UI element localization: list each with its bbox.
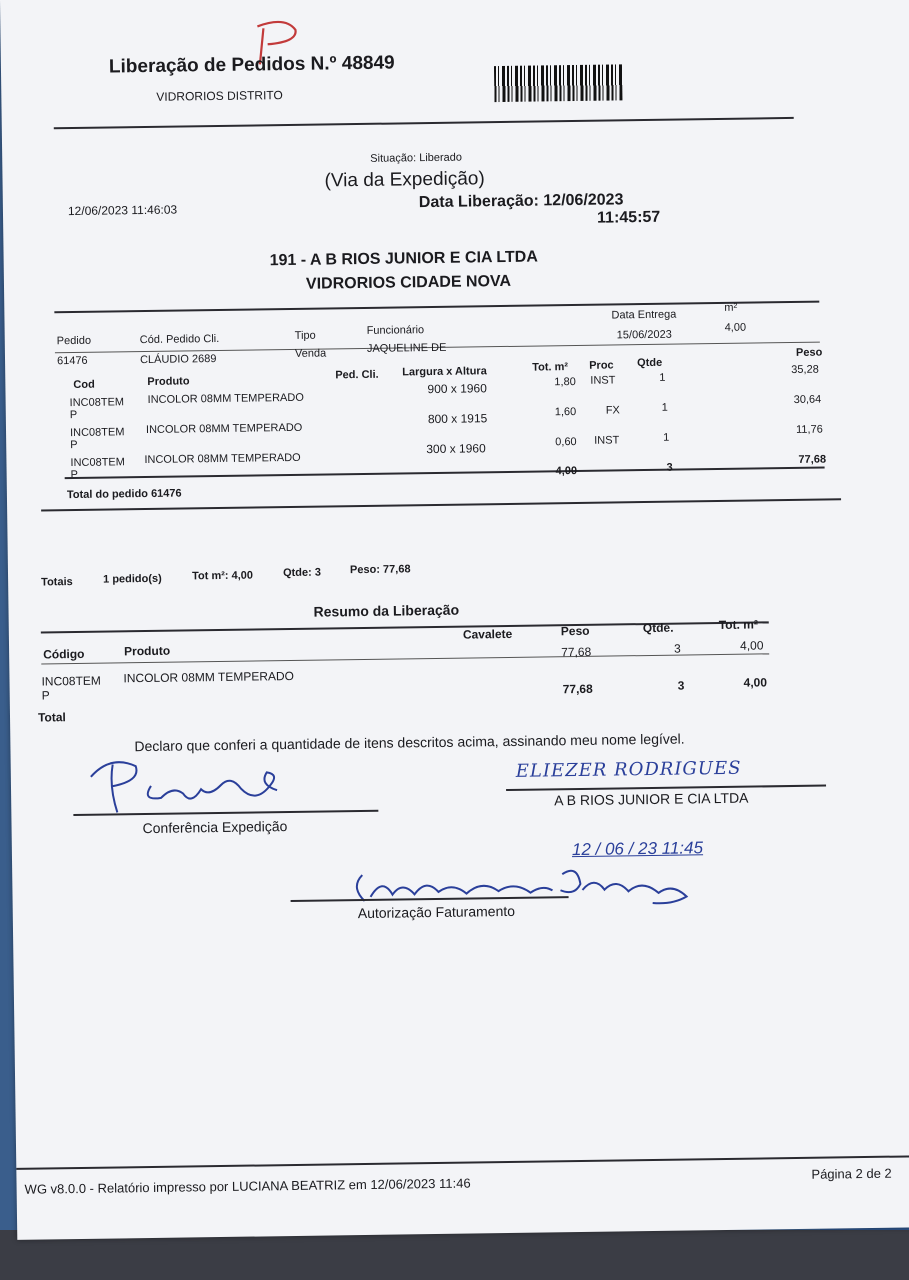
liberation-date: Data Liberação: 12/06/2023 (418, 191, 624, 212)
val-m2: 4,00 (724, 321, 747, 334)
cliente-label: A B RIOS JUNIOR E CIA LTDA (554, 789, 749, 809)
totals-pedidos: 1 pedido(s) (103, 572, 162, 586)
col-tipo: Tipo (294, 329, 316, 342)
company-name: VIDRORIOS DISTRITO (156, 88, 283, 104)
document-page: Liberação de Pedidos N.º 48849 VIDRORIOS DISTRITO Situação: Liberado (Via da Expedição) 12/06/2023 11:46:03 Data Liberação: 12/06/2023 11:45:57 191 - A B RIOS JUNIOR E CIA LTDA VIDRORIOS CIDADE NOVA Pedido Cód. Pedido Cli. Tipo Funcionário Data Entrega m² 61476 CLÁUDIO 2689 Venda JAQUELINE DE 15/06/2023 4,00 Cod Produto Ped. Cli. Largura x Altura Tot. m² Proc Qtde Peso INC08TEM P INCOLOR 08MM TEMPERADO 900 x 1960 1,80 INST 1 35,28 INC08TEM P INCOLOR 08MM TEMPERADO 800 x 1915 1,60 FX 1 30,64 INC08TEM P INCOLOR 08MM TEMPERADO 300 x 1960 0,60 INST 1 11,76 Total do pedido 61476 4,00 3 77,68 Totais 1 pedido(s) Tot m²: 4,00 Qtde: 3 Peso: 77,68 Resumo da Liberação Código Produto Cavalete Peso Qtde. Tot. m² INC08TEM P INCOLOR 08MM TEMPERADO 77,68 3 4,00 Total 77,68 3 4,00 Declaro que conferi a quantidade de itens descritos acima, assinando meu nome legível. Conferência Expedição ELIEZER RODRIGUES A B RIOS JUNIOR E CIA LTDA 12 / 06 / 23 11:45 Autorização Faturamento WG v8.0.0 - Relatório impresso por LUCIANA BEATRIZ em 12/06/2023 11:46 Página 2 de 2 (0, 0, 909, 1240)
resumo-col-produto: Produto (124, 643, 171, 659)
col-peso: Peso (795, 346, 823, 359)
col-cod-cli: Cód. Pedido Cli. (139, 332, 220, 347)
col-ped-cli: Ped. Cli. (335, 368, 379, 382)
barcode (494, 64, 622, 102)
totals-label: Totais (41, 576, 73, 589)
signature-conferencia (80, 744, 301, 817)
col-qtde: Qtde (637, 356, 663, 370)
signature-cliente: ELIEZER RODRIGUES (515, 757, 742, 782)
col-produto: Produto (147, 375, 190, 388)
resumo-col-peso: Peso (560, 623, 590, 639)
declaration-text: Declaro que conferi a quantidade de itens descritos acima, assinando meu nome legível. (134, 730, 685, 755)
col-tot: Tot. m² (532, 361, 569, 374)
via-label: (Via da Expedição) (324, 168, 485, 192)
resumo-title: Resumo da Liberação (313, 601, 460, 620)
col-cod: Cod (73, 378, 95, 392)
val-pedido: 61476 (56, 354, 88, 368)
resumo-total-qtde: 3 (677, 678, 685, 693)
resumo-col-qtde: Qtde. (642, 620, 674, 636)
handwritten-date: 12 / 06 / 23 11:45 (571, 838, 704, 860)
order-total-qtde: 3 (666, 461, 673, 474)
footer-page: Página 2 de 2 (811, 1165, 892, 1182)
val-data-entrega: 15/06/2023 (616, 328, 672, 342)
print-datetime: 12/06/2023 11:46:03 (67, 202, 178, 219)
order-total-peso: 77,68 (798, 453, 827, 466)
totals-qtde: Qtde: 3 (282, 566, 322, 580)
order-total-tot: 4,00 (555, 464, 578, 478)
conferencia-label: Conferência Expedição (142, 818, 288, 837)
val-cod-cli: CLÁUDIO 2689 (139, 353, 217, 367)
resumo-total-tot: 4,00 (743, 675, 768, 690)
situation: Situação: Liberado (370, 151, 463, 165)
client-name: 191 - A B RIOS JUNIOR E CIA LTDA (269, 248, 538, 270)
liberation-time: 11:45:57 (596, 208, 661, 227)
totals-tot: Tot m²: 4,00 (191, 569, 254, 583)
autorizacao-label: Autorização Faturamento (357, 902, 516, 922)
document-title: Liberação de Pedidos N.º 48849 (108, 52, 395, 78)
resumo-total-label: Total (37, 710, 66, 725)
col-dims: Largura x Altura (402, 365, 487, 379)
val-tipo: Venda (294, 347, 327, 360)
order-total-label: Total do pedido 61476 (66, 487, 182, 502)
col-m2: m² (724, 301, 738, 314)
col-funcionario: Funcionário (366, 324, 425, 337)
col-data-entrega: Data Entrega (611, 308, 677, 322)
resumo-col-codigo: Código (43, 646, 85, 662)
resumo-col-tot: Tot. m² (718, 617, 759, 633)
resumo-total-peso: 77,68 (562, 681, 593, 697)
totals-peso: Peso: 77,68 (349, 563, 411, 577)
col-pedido: Pedido (56, 334, 92, 348)
footer-report: WG v8.0.0 - Relatório impresso por LUCIANA BEATRIZ em 12/06/2023 11:46 (24, 1175, 471, 1197)
resumo-col-cavalete: Cavalete (462, 626, 513, 642)
val-funcionario: JAQUELINE DE (366, 341, 447, 355)
client-subname: VIDRORIOS CIDADE NOVA (305, 272, 512, 293)
col-proc: Proc (589, 359, 614, 372)
